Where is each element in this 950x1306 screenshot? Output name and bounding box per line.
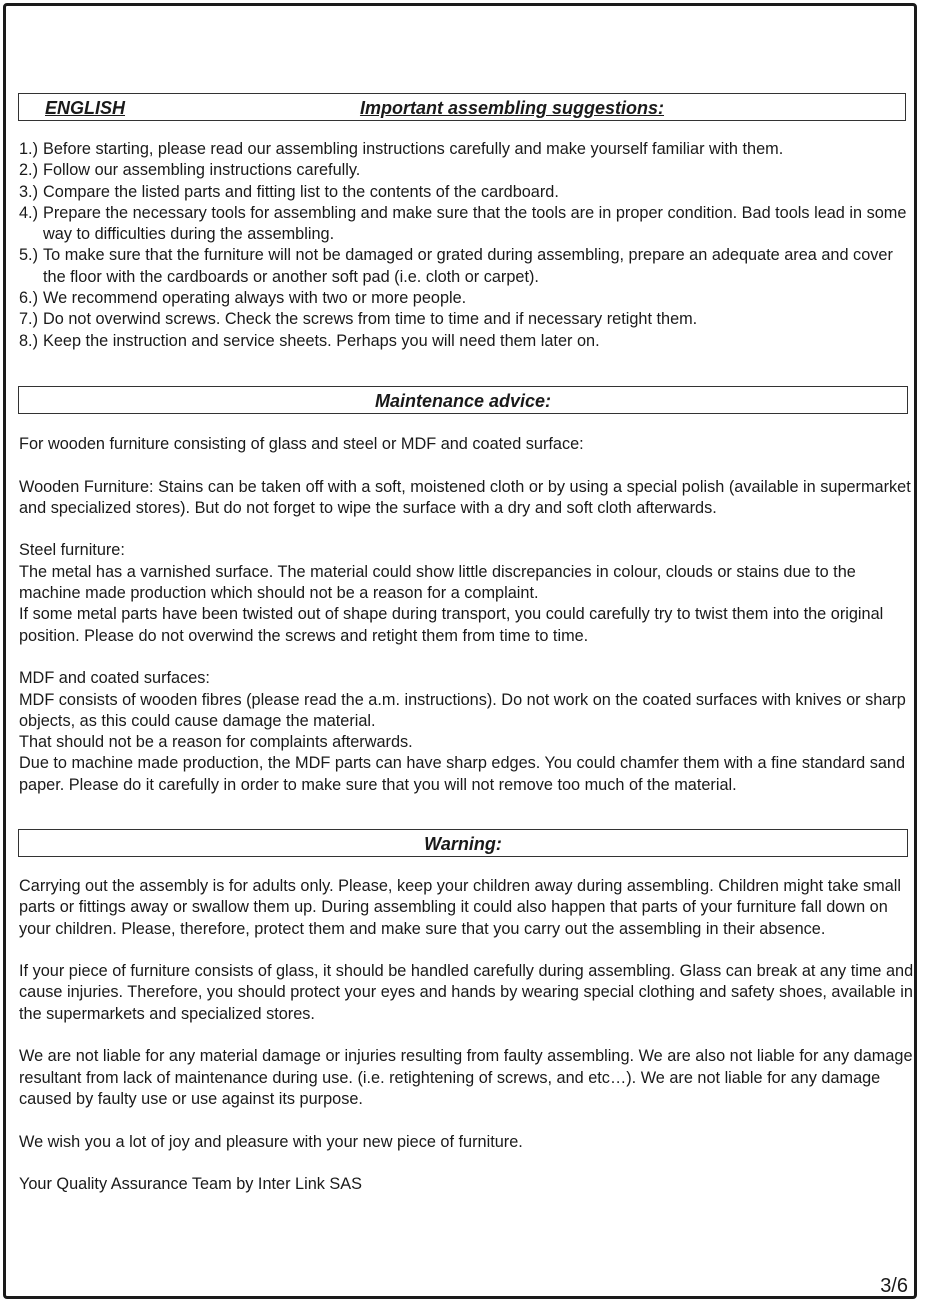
maintenance-title: Maintenance advice: xyxy=(374,391,552,411)
maintenance-header-box xyxy=(18,386,908,414)
assembling-header-box xyxy=(18,93,906,121)
steel-furniture-text: If some metal parts have been twisted out of shape during transport, you could carefully try to twist them into the original position. Please do not overwind the screws and retight them from time to time. xyxy=(19,605,884,645)
signoff: Your Quality Assurance Team by Inter Link SAS xyxy=(19,1175,362,1194)
warning-header-box xyxy=(18,829,908,857)
maintenance-intro: For wooden furniture consisting of glass and steel or MDF and coated surface: xyxy=(19,435,584,453)
steel-furniture-text: The metal has a varnished surface. The material could show little discrepancies in colour, clouds or stains due to the machine made production which should not be a reason for a complaint. xyxy=(19,562,856,603)
warning-title: Warning: xyxy=(424,834,502,854)
list-item: 3.) Compare the listed parts and fitting list to the contents of the cardboard. xyxy=(19,182,559,201)
list-item: 6.) We recommend operating always with two or more people. xyxy=(19,289,467,308)
language-label: ENGLISH xyxy=(45,98,126,118)
assembling-suggestions-title: Important assembling suggestions: xyxy=(359,98,665,118)
warning-section xyxy=(19,876,914,1195)
mdf-text: MDF consists of wooden fibres (please read the a.m. instructions). Do not work on the coated surfaces with knives or sharp objects, as this could cause damage the material. xyxy=(19,690,906,730)
page-number: 3/6 xyxy=(880,1275,908,1297)
list-item: 2.) Follow our assembling instructions carefully. xyxy=(19,161,361,180)
list-item: 8.) Keep the instruction and service sheets. Perhaps you will need them later on. xyxy=(19,331,600,350)
assembling-suggestions-list xyxy=(19,139,914,352)
mdf-text: That should not be a reason for complaints afterwards. xyxy=(19,733,413,752)
warning-paragraph: We are not liable for any material damage or injuries resulting from faulty assembling. We are also not liable for any damage resultant from lack of maintenance during use. (i.e. retightening of screws, and etc…). We are not liable for any damage caused by faulty use or use against its purpose. xyxy=(19,1047,913,1108)
warning-paragraph: If your piece of furniture consists of glass, it should be handled carefully during assembling. Glass can break at any time and cause injuries. Therefore, you should protect your eyes and hands by wearing special clothing and safety shoes, available in the supermarkets and specialized stores. xyxy=(19,962,914,1023)
maintenance-section xyxy=(19,434,914,796)
mdf-text: Due to machine made production, the MDF parts can have sharp edges. You could chamfer them with a fine standard sand paper. Please do it carefully in order to make sure that you will not remove too much of the material. xyxy=(19,754,906,794)
list-item: 5.) To make sure that the furniture will not be damaged or grated during assembling, prepare an adequate area and cover the floor with the cardboards or another soft pad (i.e. cloth or carpet). xyxy=(19,246,893,286)
warning-paragraph: We wish you a lot of joy and pleasure with your new piece of furniture. xyxy=(19,1132,523,1151)
warning-paragraph: Carrying out the assembly is for adults only. Please, keep your children away during assembling. Children might take small parts or fittings away or swallow them up. During assembling it could also happen that parts of your furniture fall down on your children. Please, therefore, protect them and make sure that you carry out the assembling in their absence. xyxy=(19,877,902,938)
list-item: 1.) Before starting, please read our assembling instructions carefully and make yourself familiar with them. xyxy=(19,140,784,158)
mdf-heading: MDF and coated surfaces: xyxy=(19,669,210,688)
steel-furniture-heading: Steel furniture: xyxy=(19,541,125,560)
wooden-furniture-text: Wooden Furniture: Stains can be taken off with a soft, moistened cloth or by using a special polish (available in supermarket and specialized stores). But do not forget to wipe the surface with a dry and soft cloth afterwards. xyxy=(19,477,911,517)
list-item: 7.) Do not overwind screws. Check the screws from time to time and if necessary retight them. xyxy=(19,310,698,329)
list-item: 4.) Prepare the necessary tools for assembling and make sure that the tools are in proper condition. Bad tools lead in some way to difficulties during the assembling. xyxy=(19,203,907,244)
